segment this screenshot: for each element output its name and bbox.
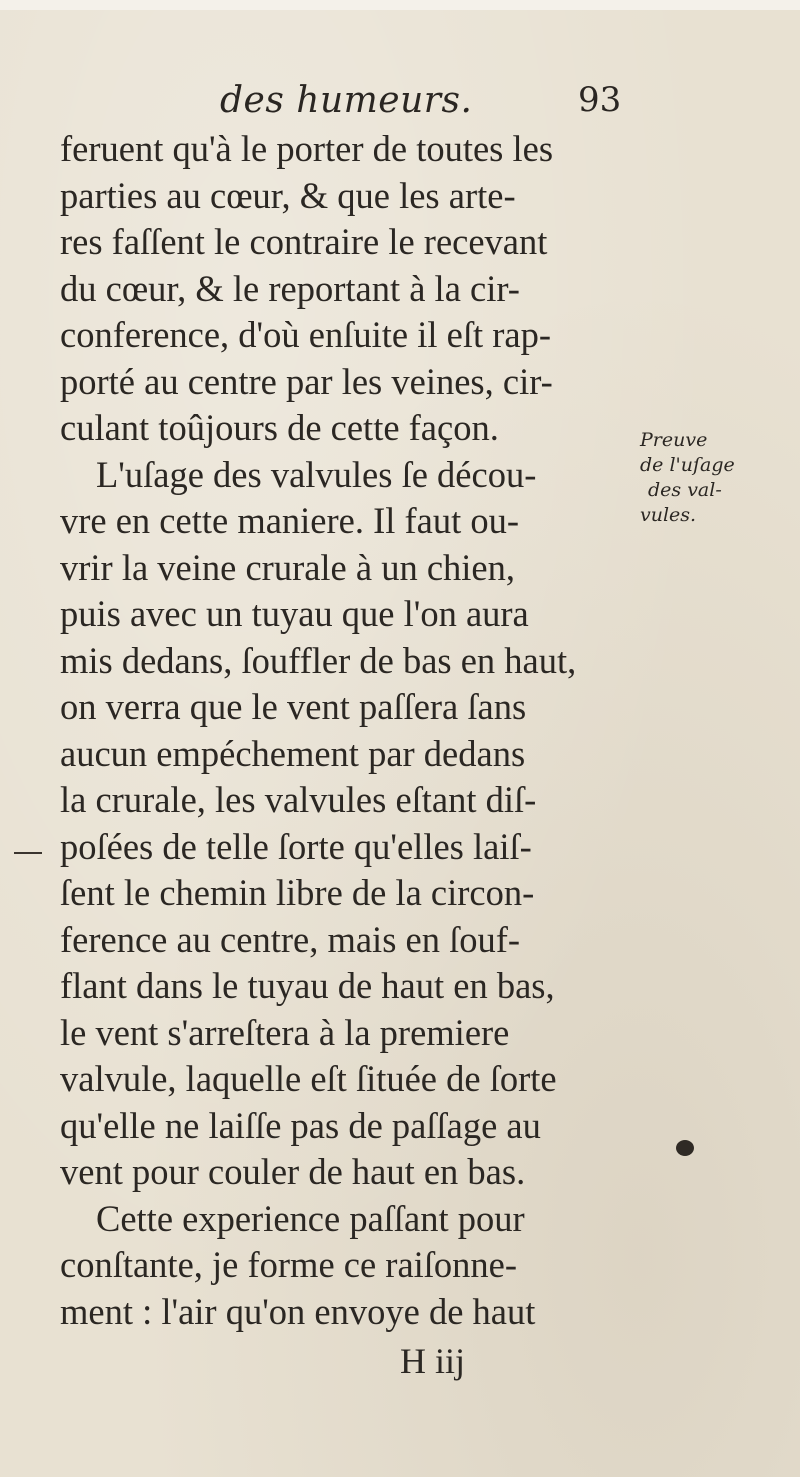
- margin-note-line: Preuve: [640, 429, 708, 451]
- text-line: puis avec un tuyau que l'on aura: [60, 593, 529, 634]
- running-title: des humeurs.: [220, 80, 473, 121]
- body-text: [60, 126, 635, 1335]
- text-line: poſées de telle ſorte qu'elles laiſ-: [60, 825, 532, 867]
- text-line: la crurale, les valvules eſtant diſ-: [60, 779, 537, 820]
- paragraph-start-line: Cette experience paſſant pour: [96, 1197, 525, 1239]
- text-line: mis dedans, ſouffler de bas en haut,: [60, 639, 577, 681]
- text-line: ment : l'air qu'on envoye de haut: [60, 1290, 536, 1332]
- margin-note-line: de l'uſage: [640, 454, 735, 476]
- text-line: ſent le chemin libre de la circon-: [60, 872, 535, 913]
- text-line: porté au centre par les veines, cir-: [60, 360, 553, 402]
- text-line: valvule, laquelle eſt ſituée de ſorte: [60, 1058, 557, 1099]
- text-line: vrir la veine crurale à un chien,: [60, 546, 516, 588]
- margin-note-line: vules.: [640, 504, 697, 526]
- margin-note: [640, 428, 790, 528]
- margin-note-line: des val-: [648, 479, 722, 501]
- text-line: le vent s'arreſtera à la premiere: [60, 1011, 510, 1053]
- text-line: conference, d'où enſuite il eſt rap-: [60, 314, 551, 355]
- text-line: vre en cette maniere. Il faut ou-: [60, 500, 520, 541]
- paragraph-start-line: L'uſage des valvules ſe décou-: [96, 453, 537, 495]
- text-line: culant toûjours de cette façon.: [60, 407, 499, 448]
- text-line: parties au cœur, & que les arte-: [60, 174, 516, 216]
- page-header: [0, 80, 800, 130]
- ink-blot: [676, 1140, 694, 1156]
- text-line: conſtante, je forme ce raiſonne-: [60, 1244, 518, 1285]
- text-line: feruent qu'à le porter de toutes les: [60, 128, 554, 169]
- margin-pen-mark: [14, 852, 42, 854]
- text-line: vent pour couler de haut en bas.: [60, 1151, 526, 1192]
- text-line: du cœur, & le reportant à la cir-: [60, 267, 520, 309]
- text-line: aucun empéchement par dedans: [60, 732, 526, 774]
- text-line: res faſſent le contraire le recevant: [60, 221, 548, 262]
- signature-mark: H iij: [400, 1341, 466, 1381]
- text-line: qu'elle ne laiſſe pas de paſſage au: [60, 1104, 541, 1146]
- text-line: flant dans le tuyau de haut en bas,: [60, 965, 555, 1006]
- text-line: ference au centre, mais en ſouf-: [60, 918, 521, 960]
- text-line: on verra que le vent paſſera ſans: [60, 686, 527, 727]
- page-top-edge: [0, 0, 800, 10]
- page-number: 93: [578, 80, 622, 120]
